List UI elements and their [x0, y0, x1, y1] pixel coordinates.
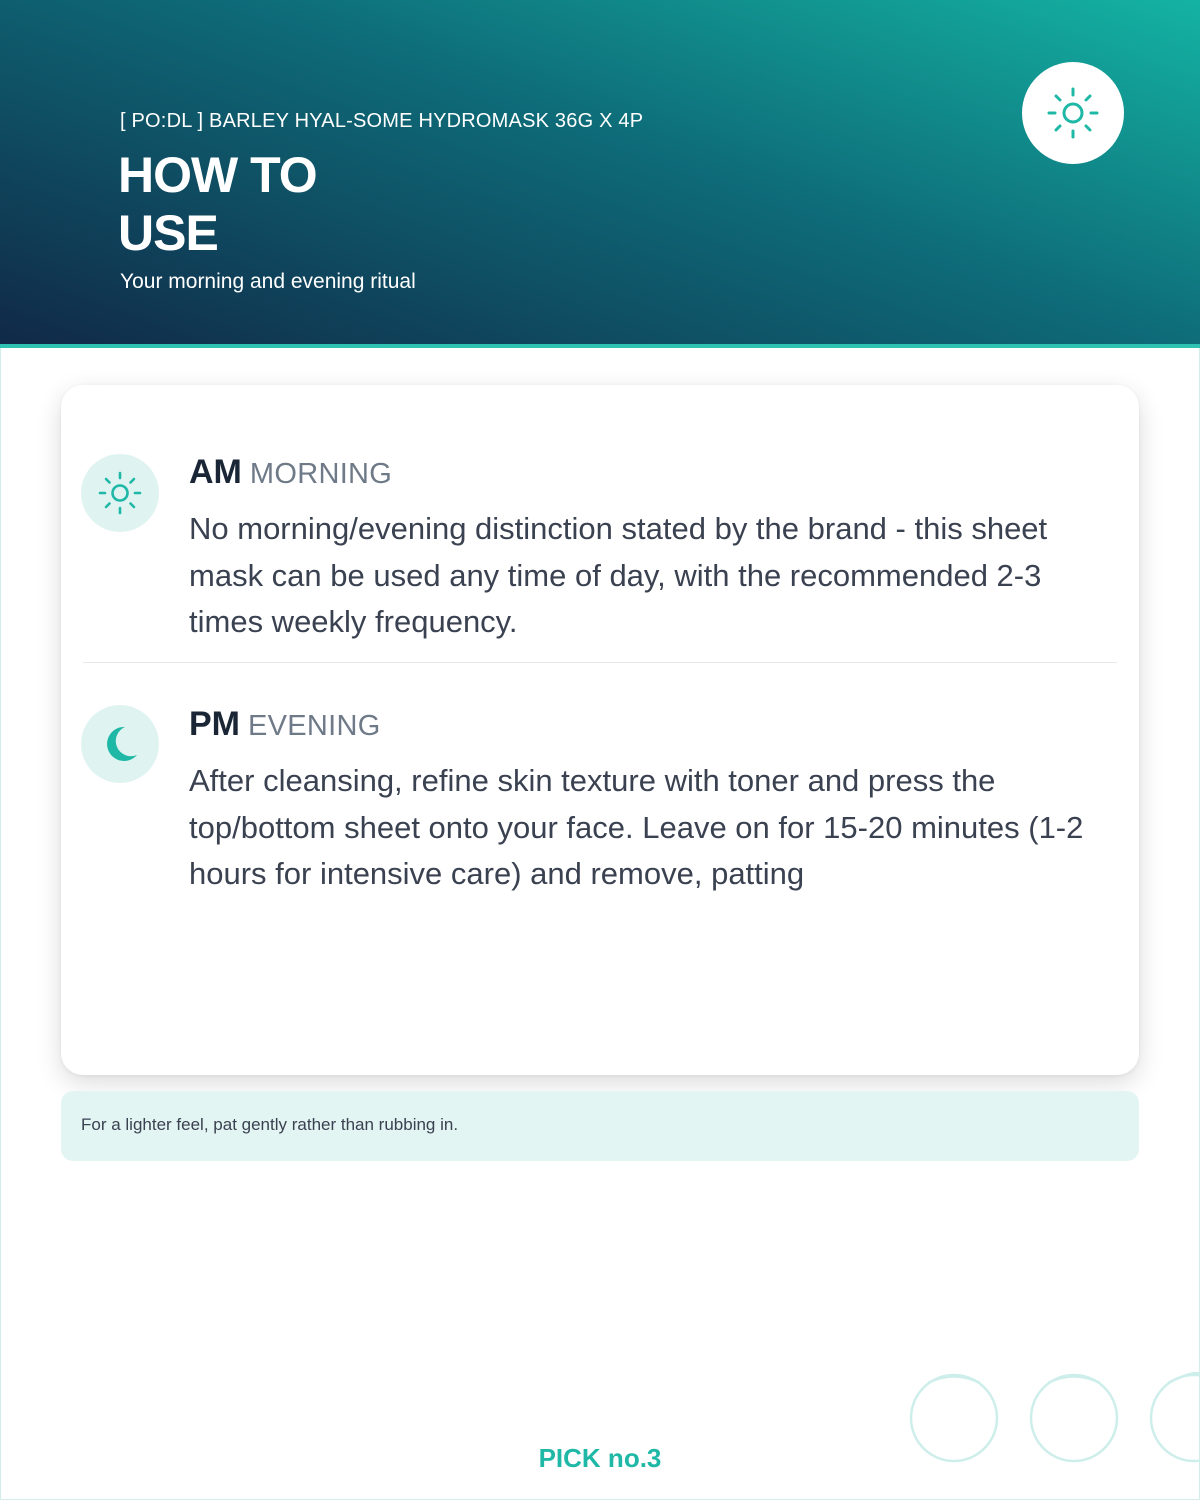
am-description: No morning/evening distinction stated by the brand - this sheet mask can be used any time of day, with the recommended 2-3 times weekly frequency.: [189, 511, 1048, 639]
pm-heading: [189, 704, 381, 746]
section-divider: [83, 662, 1117, 663]
sun-icon: [1043, 83, 1103, 143]
usage-card: [61, 385, 1139, 1075]
pick-label: PICK no.3: [538, 1443, 662, 1473]
tip-box: [61, 1091, 1139, 1161]
sun-icon: [95, 468, 145, 518]
page-title-line-2: USE: [118, 205, 218, 261]
pm-label: EVENING: [248, 710, 381, 742]
tip-text: For a lighter feel, pat gently rather than rubbing in.: [81, 1115, 459, 1134]
am-label: MORNING: [249, 458, 393, 490]
pm-code: PM: [189, 705, 240, 743]
pm-icon-circle: [81, 705, 159, 783]
page-subtitle: Your morning and evening ritual: [120, 270, 416, 293]
page-title: [118, 146, 317, 262]
am-heading: [189, 452, 392, 494]
moon-icon: [95, 719, 145, 769]
page-title-line-1: HOW TO: [118, 147, 317, 203]
am-icon-circle: [81, 454, 159, 532]
header-banner: [0, 0, 1200, 348]
am-code: AM: [189, 453, 242, 491]
sun-badge: [1022, 62, 1124, 164]
pm-description: After cleansing, refine skin texture with toner and press the top/bottom sheet onto your face. Leave on for 15-20 minutes (1-2 hours for intensive care) and remove, patting: [189, 763, 1084, 891]
product-name: [ PO:DL ] BARLEY HYAL-SOME HYDROMASK 36G X 4P: [120, 110, 644, 132]
